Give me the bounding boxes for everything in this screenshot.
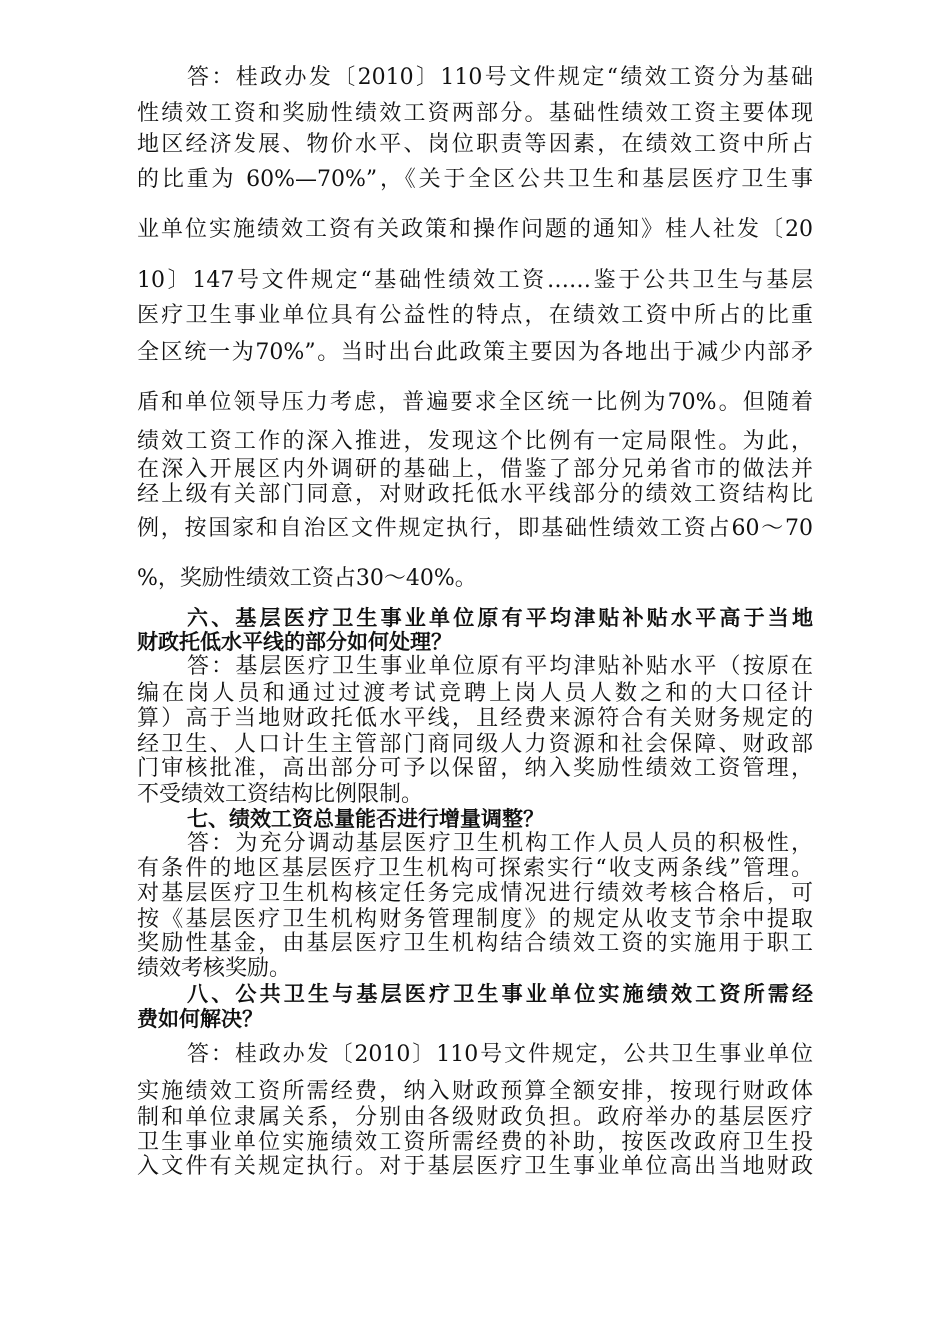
answer-5-line-2: 性绩效工资和奖励性绩效工资两部分。基础性绩效工资主要体现 (137, 101, 813, 126)
answer-5-line-7: 医疗卫生事业单位具有公益性的特点，在绩效工资中所占的比重 (137, 303, 813, 328)
heading-8-line-2: 费如何解决？ (137, 1007, 263, 1031)
answer-8-line-2: 实施绩效工资所需经费，纳入财政预算全额安排，按现行财政体 (137, 1079, 813, 1104)
answer-6-line-6: 不受绩效工资结构比例限制。 (137, 782, 424, 807)
answer-5-line-1: 答：桂政办发〔2010〕110号文件规定“绩效工资分为基础 (187, 65, 813, 90)
answer-7-line-3: 对基层医疗卫生机构核定任务完成情况进行绩效考核合格后，可 (137, 881, 813, 906)
heading-6-line-1: 六、基层医疗卫生事业单位原有平均津贴补贴水平高于当地 (187, 606, 813, 630)
answer-7-line-1: 答：为充分调动基层医疗卫生机构工作人员人员的积极性， (187, 831, 813, 856)
answer-8-line-1: 答：桂政办发〔2010〕110号文件规定，公共卫生事业单位 (187, 1042, 813, 1067)
answer-8-line-4: 卫生事业单位实施绩效工资所需经费的补助，按医改政府卫生投 (137, 1130, 813, 1155)
heading-8-line-1: 八、公共卫生与基层医疗卫生事业单位实施绩效工资所需经 (187, 982, 813, 1006)
answer-5-line-13: 例，按国家和自治区文件规定执行，即基础性绩效工资占60～70 (137, 516, 813, 541)
answer-6-line-2: 编在岗人员和通过过渡考试竞聘上岗人员人数之和的大口径计 (137, 681, 813, 706)
heading-7: 七、绩效工资总量能否进行增量调整？ (187, 807, 544, 831)
answer-5-line-9: 盾和单位领导压力考虑，普遍要求全区统一比例为70%。但随着 (137, 390, 813, 415)
answer-6-line-3: 算）高于当地财政托低水平线，且经费来源符合有关财务规定的 (137, 706, 813, 731)
heading-6-line-2: 财政托低水平线的部分如何处理？ (137, 630, 452, 654)
answer-7-line-6: 绩效考核奖励。 (137, 956, 292, 981)
answer-5-line-4: 的比重为 60%—70%”，《关于全区公共卫生和基层医疗卫生事 (137, 167, 813, 192)
answer-5-line-5: 业单位实施绩效工资有关政策和操作问题的通知》桂人社发〔20 (137, 217, 813, 242)
answer-5-line-8: 全区统一为70%”。当时出台此政策主要因为各地出于减少内部矛 (137, 340, 813, 365)
answer-5-line-3: 地区经济发展、物价水平、岗位职责等因素，在绩效工资中所占 (137, 132, 813, 157)
answer-8-line-3: 制和单位隶属关系，分别由各级财政负担。政府举办的基层医疗 (137, 1105, 813, 1130)
answer-7-line-4: 按《基层医疗卫生机构财务管理制度》的规定从收支节余中提取 (137, 907, 813, 932)
answer-5-line-6: 10〕147号文件规定“基础性绩效工资……鉴于公共卫生与基层 (137, 268, 813, 293)
answer-5-line-11: 在深入开展区内外调研的基础上，借鉴了部分兄弟省市的做法并 (137, 457, 813, 482)
answer-8-line-5: 入文件有关规定执行。对于基层医疗卫生事业单位高出当地财政 (137, 1154, 813, 1179)
answer-5-line-10: 绩效工资工作的深入推进，发现这个比例有一定局限性。为此， (137, 429, 813, 454)
answer-5-line-14: %，奖励性绩效工资占30～40%。 (137, 566, 477, 591)
answer-6-line-1: 答：基层医疗卫生事业单位原有平均津贴补贴水平（按原在 (187, 654, 813, 679)
answer-6-line-5: 门审核批准，高出部分可予以保留，纳入奖励性绩效工资管理， (137, 756, 813, 781)
answer-6-line-4: 经卫生、人口计生主管部门商同级人力资源和社会保障、财政部 (137, 732, 813, 757)
answer-5-line-12: 经上级有关部门同意，对财政托低水平线部分的绩效工资结构比 (137, 482, 813, 507)
answer-7-line-5: 奖励性基金，由基层医疗卫生机构结合绩效工资的实施用于职工 (137, 931, 813, 956)
answer-7-line-2: 有条件的地区基层医疗卫生机构可探索实行“收支两条线”管理。 (137, 856, 813, 881)
